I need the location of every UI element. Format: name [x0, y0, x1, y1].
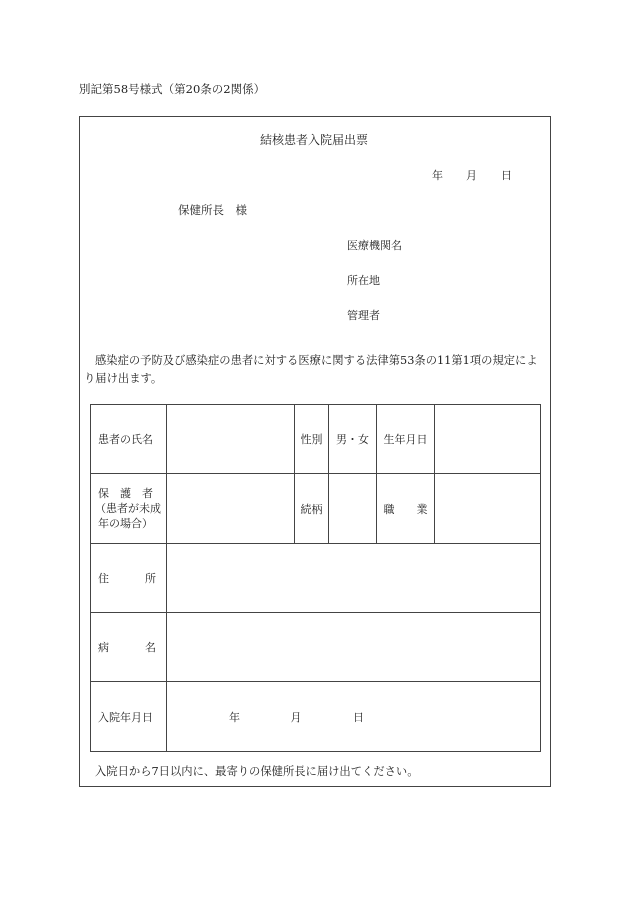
addressee: 保健所長 様: [178, 203, 247, 217]
body-text-line1: 感染症の予防及び感染症の患者に対する医療に関する法律第53条の11第1項の規定によ: [95, 354, 538, 367]
row-admission-date: [91, 682, 541, 752]
birthdate-cell[interactable]: [435, 405, 541, 474]
form-title: 結核患者入院届出票: [260, 133, 369, 147]
date-year: 年: [432, 169, 443, 182]
admission-day: 日: [353, 710, 364, 724]
admission-date-cell[interactable]: [167, 682, 541, 752]
footer-note: 入院日から7日以内に、最寄りの保健所長に届け出てください。: [95, 765, 419, 778]
address-label: 住 所: [91, 544, 167, 613]
date-month: 月: [466, 169, 477, 182]
patient-name-cell[interactable]: [167, 405, 295, 474]
guardian-name-cell[interactable]: [167, 474, 295, 544]
row-disease: [91, 613, 541, 682]
body-text-line2: り届け出ます。: [84, 372, 163, 385]
occupation-cell[interactable]: [435, 474, 541, 544]
form-number: 別記第58号様式（第20条の2関係）: [79, 82, 266, 96]
disease-cell[interactable]: [167, 613, 541, 682]
row-patient: [91, 405, 541, 474]
admission-date-label: 入院年月日: [91, 682, 167, 752]
relation-label: 続柄: [295, 474, 329, 544]
guardian-label-line2: （患者が未成: [95, 502, 161, 515]
notification-table: [90, 404, 541, 752]
relation-cell[interactable]: [329, 474, 377, 544]
row-guardian: [91, 474, 541, 544]
row-address: [91, 544, 541, 613]
admission-year: 年: [229, 710, 240, 724]
date-day: 日: [501, 169, 512, 182]
sex-options[interactable]: 男・女: [329, 405, 377, 474]
guardian-label-line1: 保 護 者: [98, 487, 153, 500]
guardian-label: [91, 474, 167, 544]
occupation-label: 職 業: [377, 474, 435, 544]
admission-month: 月: [290, 710, 302, 724]
location-label: 所在地: [347, 274, 380, 287]
manager-label: 管理者: [347, 309, 380, 322]
patient-name-label: 患者の氏名: [91, 405, 167, 474]
guardian-label-line3: 年の場合）: [98, 517, 153, 530]
sex-label: 性別: [295, 405, 329, 474]
birthdate-label: 生年月日: [377, 405, 435, 474]
institution-label: 医療機関名: [347, 239, 402, 252]
address-cell[interactable]: [167, 544, 541, 613]
disease-label: 病 名: [91, 613, 167, 682]
